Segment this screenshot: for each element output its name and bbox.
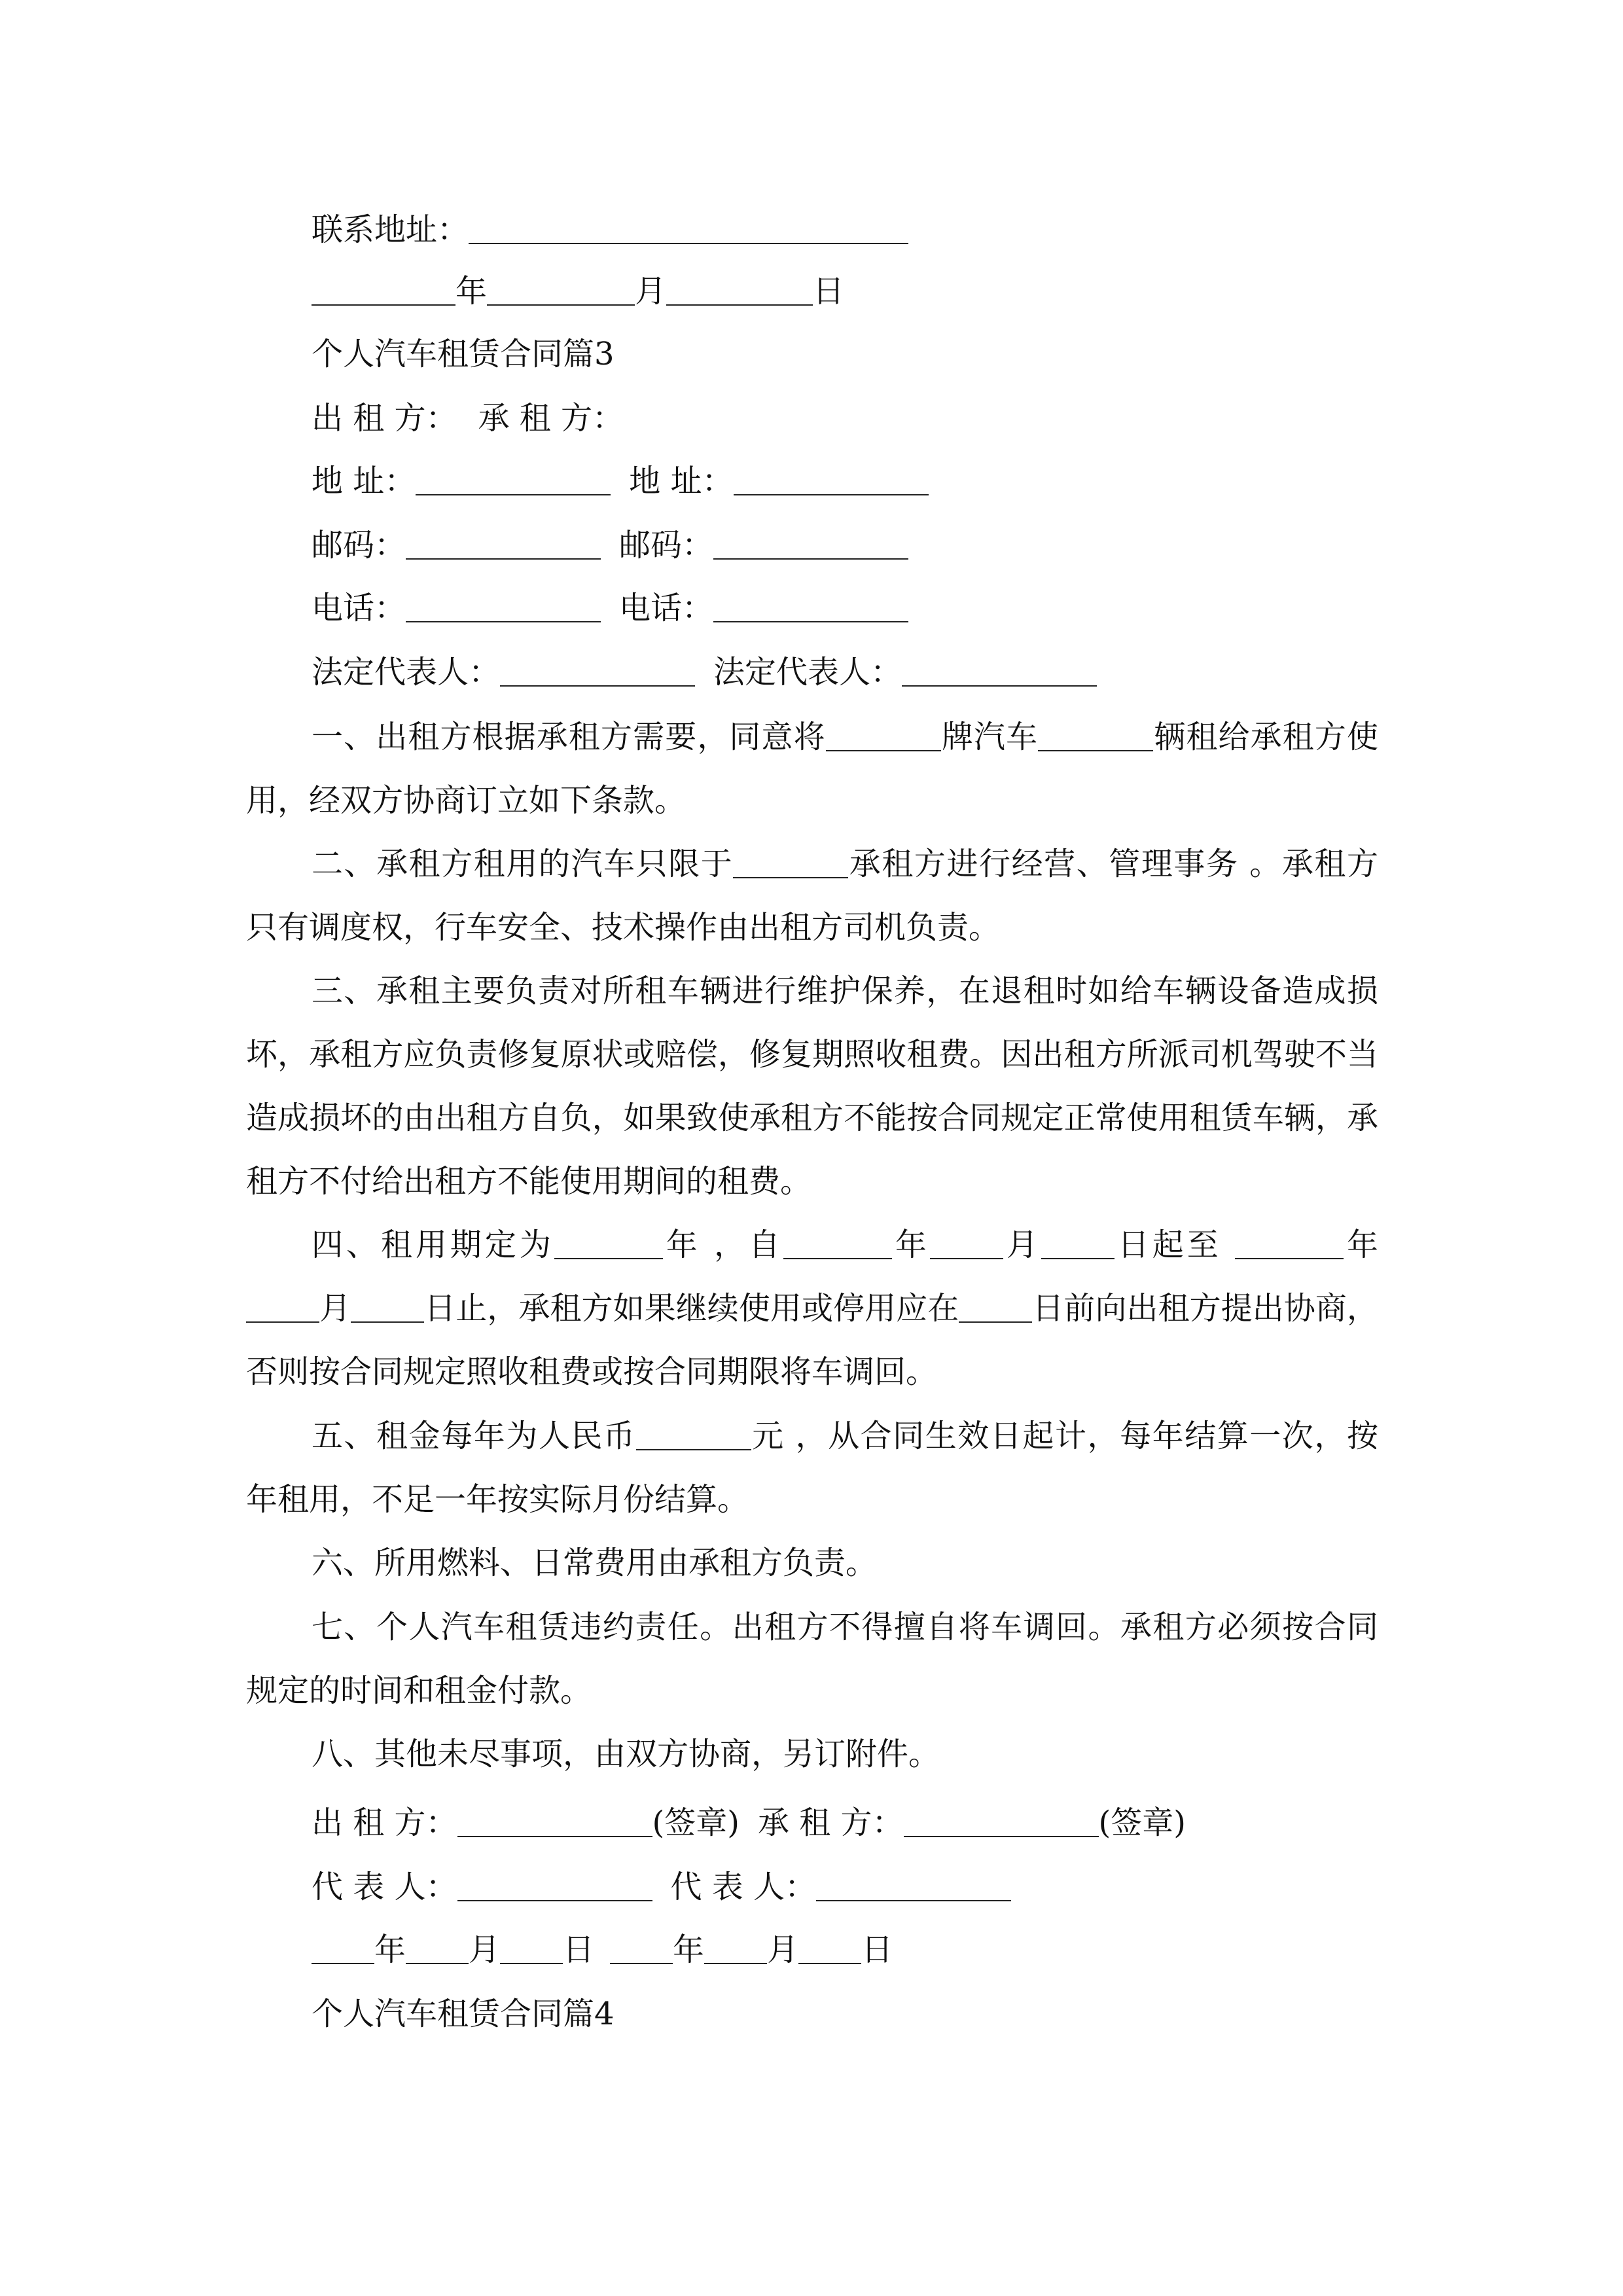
clause-1: 一、出租方根据承租方需要，同意将 牌汽车 辆租给承租方使用，经双方协商订立如下条款。 bbox=[246, 719, 1378, 819]
lessee-sign-label: 承 租 方： bbox=[758, 1804, 904, 1841]
blank-line bbox=[826, 721, 941, 751]
blank-line bbox=[312, 1934, 374, 1964]
clause-7: 七、个人汽车租赁违约责任。出租方不得擅自将车调回。承租方必须按合同规定的时间和租金付款。 bbox=[246, 1609, 1378, 1709]
lessor-sign-label: 出 租 方： bbox=[312, 1804, 457, 1841]
contact-address-label: 联系地址： bbox=[312, 211, 469, 248]
contact-address-line bbox=[312, 209, 908, 250]
lessee-address-label: 地 址： bbox=[629, 463, 734, 499]
blank-line bbox=[1041, 1229, 1115, 1259]
lessor-label: 出 租 方： bbox=[312, 400, 457, 437]
lessee-phone-label: 电话： bbox=[619, 590, 714, 626]
blank-line bbox=[351, 1293, 424, 1323]
party-header bbox=[312, 398, 624, 439]
date-line-top bbox=[312, 271, 844, 312]
lessor-address-label: 地 址： bbox=[312, 463, 416, 499]
blank-line bbox=[783, 1229, 892, 1259]
blank-line bbox=[1235, 1229, 1344, 1259]
blank-line bbox=[733, 848, 848, 878]
lessee-rep-label: 代 表 人： bbox=[670, 1869, 817, 1905]
seal-label: (签章) bbox=[652, 1804, 740, 1841]
blank-line bbox=[457, 1871, 652, 1901]
lessee-label: 承 租 方： bbox=[478, 400, 624, 437]
blank-line bbox=[902, 656, 1097, 687]
blank-line bbox=[610, 1934, 673, 1964]
blank-line bbox=[500, 656, 695, 687]
blank-line bbox=[246, 1293, 319, 1323]
lessor-phone-label: 电话： bbox=[312, 590, 406, 626]
blank-line bbox=[904, 1807, 1099, 1837]
seal-label: (签章) bbox=[1098, 1804, 1186, 1841]
address-row bbox=[312, 461, 929, 501]
lessor-postcode-label: 邮码： bbox=[312, 527, 406, 564]
year-label: 年 bbox=[455, 273, 488, 310]
blank-line bbox=[713, 529, 908, 560]
blank-line bbox=[406, 1934, 469, 1964]
representative-row bbox=[312, 1867, 1011, 1907]
blank-line bbox=[704, 1934, 767, 1964]
clause-2: 二、承租方租用的汽车只限于 承租方进行经营、管理事务 。承租方只有调度权，行车安全、技术操作由出租方司机负责。 bbox=[246, 846, 1378, 946]
clause-6: 六、所用燃料、日常费用由承租方负责。 bbox=[312, 1545, 878, 1581]
blank-line bbox=[554, 1229, 663, 1259]
blank-line bbox=[487, 276, 635, 306]
blank-line bbox=[469, 214, 908, 244]
blank-line bbox=[636, 1420, 751, 1450]
blank-line bbox=[312, 276, 455, 306]
blank-line bbox=[734, 465, 929, 495]
section4-title: 个人汽车租赁合同篇4 bbox=[312, 1996, 615, 2032]
postcode-row bbox=[312, 525, 908, 565]
month-label: 月 bbox=[635, 273, 667, 310]
blank-line bbox=[816, 1871, 1011, 1901]
section3-title: 个人汽车租赁合同篇3 bbox=[312, 336, 615, 372]
clause-4: 四、租用期定为 年 ，自 年 月 日起至 年月 日止，承租方如果继续使用或停用应在 日前向出租方提出协商，否则按合同规定照收租费或按合同期限将车调回。 bbox=[246, 1227, 1378, 1390]
blank-line bbox=[406, 529, 601, 560]
clause-3: 三、承租主要负责对所租车辆进行维护保养，在退租时如给车辆设备造成损坏，承租方应负责修复原状或赔偿，修复期照收租费。因出租方所派司机驾驶不当造成损坏的由出租方自负，如果致使承租方不能按合同规定正常使用租赁车辆，承租方不付给出租方不能使用期间的租费。 bbox=[246, 973, 1378, 1200]
blank-line bbox=[798, 1934, 861, 1964]
day-label: 日 bbox=[813, 273, 845, 310]
blank-line bbox=[406, 592, 601, 622]
blank-line bbox=[457, 1807, 652, 1837]
blank-line bbox=[416, 465, 611, 495]
phone-row bbox=[312, 588, 908, 628]
date-line-bottom: 年 月 日 年 月 日 bbox=[312, 1929, 893, 1970]
blank-line bbox=[959, 1293, 1032, 1323]
lessee-legal-rep-label: 法定代表人： bbox=[713, 654, 902, 691]
blank-line bbox=[930, 1229, 1003, 1259]
lessee-postcode-label: 邮码： bbox=[619, 527, 714, 564]
blank-line bbox=[666, 276, 813, 306]
blank-line bbox=[1038, 721, 1153, 751]
lessor-legal-rep-label: 法定代表人： bbox=[312, 654, 501, 691]
blank-line bbox=[500, 1934, 563, 1964]
clause-5: 五、租金每年为人民币 元 ，从合同生效日起计，每年结算一次，按年租用，不足一年按实际月份结算。 bbox=[246, 1418, 1378, 1518]
lessor-rep-label: 代 表 人： bbox=[312, 1869, 457, 1905]
clause-8: 八、其他未尽事项，由双方协商，另订附件。 bbox=[312, 1736, 940, 1772]
blank-line bbox=[713, 592, 908, 622]
signature-row bbox=[312, 1803, 1186, 1843]
legal-rep-row bbox=[312, 652, 1097, 692]
